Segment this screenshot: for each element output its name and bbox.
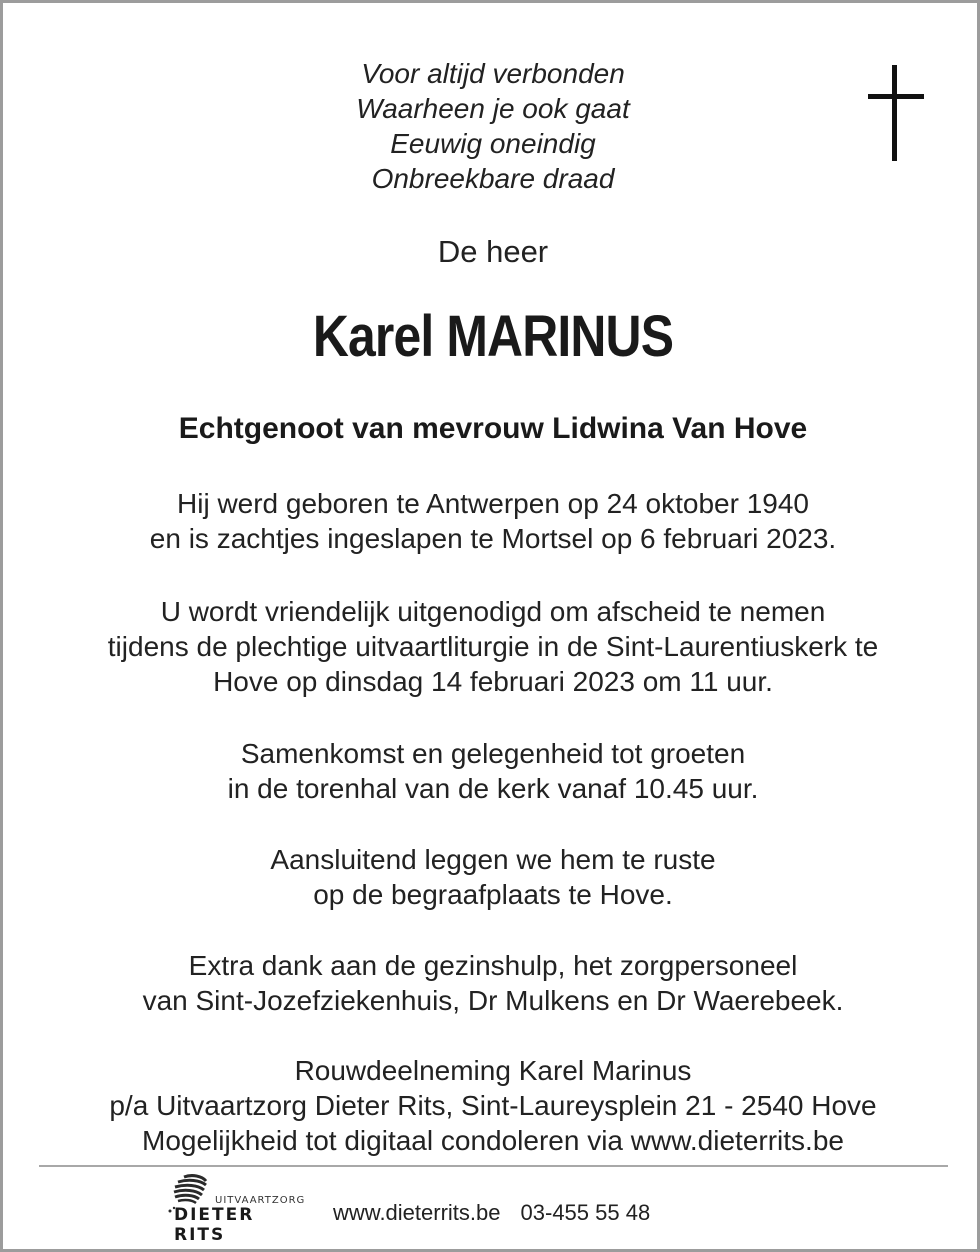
paragraph-line: op de begraafplaats te Hove. [313, 879, 673, 910]
paragraph-line: tijdens de plechtige uitvaartliturgie in de Sint-Laurentiuskerk te [107, 631, 879, 662]
funeral-invitation-paragraph [3, 594, 980, 699]
paragraph-line: in de torenhal van de kerk vanaf 10.45 uur. [227, 773, 759, 804]
paragraph-line: Rouwdeelneming Karel Marinus [294, 1055, 692, 1086]
birth-death-paragraph [3, 486, 980, 556]
logo-title: DIETER RITS [174, 1205, 255, 1245]
paragraph-line: Mogelijkheid tot digitaal condoleren via www.dieterrits.be [142, 1125, 844, 1156]
poem-line: Onbreekbare draad [371, 163, 615, 194]
paragraph-line: Aansluitend leggen we hem te ruste [270, 844, 716, 875]
footer-phone: 03-455 55 48 [520, 1200, 651, 1225]
deceased-name: Karel MARINUS [312, 304, 674, 369]
paragraph-line: Samenkomst en gelegenheid tot groeten [240, 738, 746, 769]
logo-subtitle: UITVAARTZORG [215, 1195, 306, 1206]
paragraph-line: Hove op dinsdag 14 februari 2023 om 11 uur. [213, 666, 773, 697]
spouse-line: Echtgenoot van mevrouw Lidwina Van Hove [178, 412, 808, 445]
poem-line: Voor altijd verbonden [361, 58, 625, 89]
poem-line: Waarheen je ook gaat [356, 93, 630, 124]
footer-website-link[interactable]: www.dieterrits.be [333, 1200, 501, 1225]
honorific: De heer [437, 234, 549, 269]
paragraph-line: p/a Uitvaartzorg Dieter Rits, Sint-Laureysplein 21 - 2540 Hove [109, 1090, 877, 1121]
dieter-rits-logo [160, 1173, 312, 1245]
burial-paragraph [3, 842, 980, 912]
paragraph-line: Hij werd geboren te Antwerpen op 24 oktober 1940 [177, 488, 809, 519]
poem-line: Eeuwig oneindig [390, 128, 596, 159]
poem [3, 56, 980, 196]
gathering-paragraph [3, 736, 980, 806]
footer-contact [333, 1200, 650, 1226]
paragraph-line: Extra dank aan de gezinshulp, het zorgpersoneel [188, 950, 798, 981]
paragraph-line: en is zachtjes ingeslapen te Mortsel op 6 februari 2023. [149, 523, 837, 554]
paragraph-line: van Sint-Jozefziekenhuis, Dr Mulkens en Dr Waerebeek. [142, 985, 844, 1016]
cross-icon [868, 65, 924, 161]
thanks-paragraph [3, 948, 980, 1018]
footer-divider [39, 1165, 948, 1167]
condolence-paragraph [3, 1053, 980, 1158]
paragraph-line: U wordt vriendelijk uitgenodigd om afscheid te nemen [160, 596, 826, 627]
